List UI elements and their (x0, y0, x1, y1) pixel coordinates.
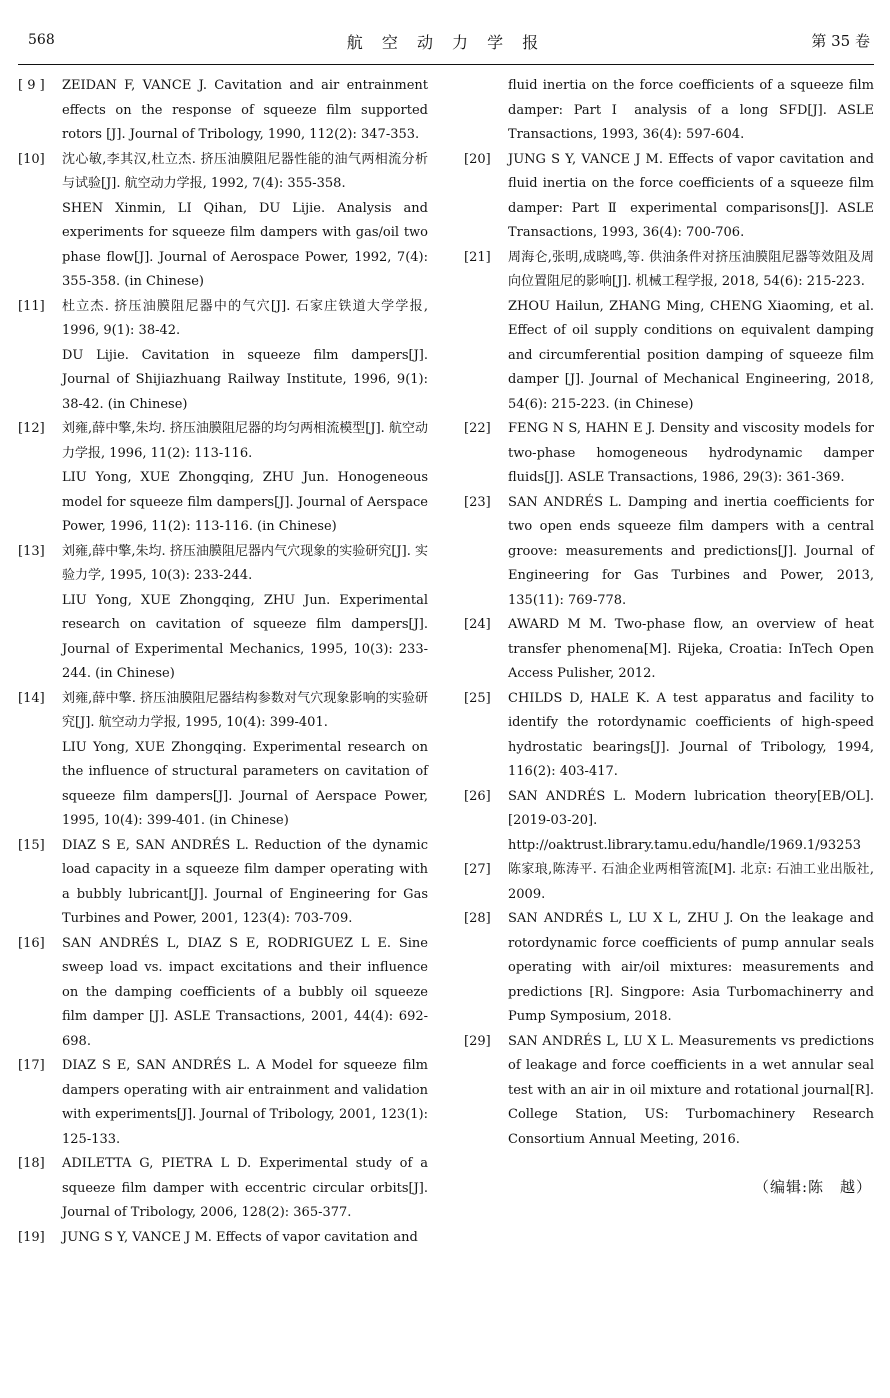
reference-text: 刘雍,薛中擎. 挤压油膜阻尼器结构参数对气穴现象影响的实验研究[J]. 航空动力学报, 1995, 10(4): 399-401. (62, 690, 428, 730)
reference-number: [24] (464, 617, 491, 632)
volume-label: 第 35 卷 (811, 32, 870, 50)
reference-text: JUNG S Y, VANCE J M. Effects of vapor cavitation and fluid inertia on the force coefficients of a squeeze film damper: Part Ⅱ experimental comparisons[J]. ASLE Transactions, 1993, 36(4): 700-706. (508, 151, 874, 240)
reference-column-left (18, 74, 428, 1250)
reference-text: SAN ANDRÉS L, LU X L, ZHU J. On the leakage and rotordynamic force coefficients of pump annular seals operating with air/oil mixtures: measurements and predictions [R]. Singpore: Asia Turbomachinerry and Pump Symposium, 2018. (508, 911, 874, 1024)
reference-item (18, 295, 428, 418)
reference-number: [20] (464, 151, 491, 167)
reference-number: [14] (18, 690, 45, 706)
reference-text: SAN ANDRÉS L. Modern lubrication theory[EB/OL]. [2019-03-20]. http://oaktrust.library.tamu.edu/handle/1969.1/93253 (508, 788, 874, 853)
reference-number: [16] (18, 935, 45, 951)
reference-item (464, 613, 874, 687)
reference-item (464, 858, 874, 907)
reference-text: JUNG S Y, VANCE J M. Effects of vapor cavitation and (62, 1229, 418, 1245)
reference-text-english: SHEN Xinmin, LI Qihan, DU Lijie. Analysis and experiments for squeeze film dampers with gas/oil two phase flow[J]. Journal of Aerospace Power, 1992, 7(4): 355-358. (in Chinese) (62, 200, 428, 289)
reference-text: DIAZ S E, SAN ANDRÉS L. Reduction of the dynamic load capacity in a squeeze film damper operating with a bubbly lubricant[J]. Journal of Engineering for Gas Turbines and Power, 2001, 123(4): 703-709. (62, 837, 428, 926)
reference-item (464, 417, 874, 491)
reference-item (18, 540, 428, 687)
reference-text: 杜立杰. 挤压油膜阻尼器中的气穴[J]. 石家庄铁道大学学报, 1996, 9(1): 38-42. (62, 298, 428, 338)
page-header (18, 24, 874, 65)
reference-item (18, 834, 428, 932)
reference-number: [25] (464, 690, 491, 706)
reference-text: SAN ANDRÉS L, DIAZ S E, RODRIGUEZ L E. Sine sweep load vs. impact excitations and their influence on the damping coefficients of a bubbly oil squeeze film damper [J]. ASLE Transactions, 2001, 44(4): 692-698. (62, 935, 428, 1049)
reference-text: AWARD M M. Two-phase flow, an overview of heat transfer phenomena[M]. Rijeka, Croatia: InTech Open Access Pulisher, 2012. (508, 617, 874, 681)
reference-item (18, 1226, 428, 1251)
reference-number: [15] (18, 837, 45, 853)
reference-text-english: ZHOU Hailun, ZHANG Ming, CHENG Xiaoming, et al. Effect of oil supply conditions on equivalent damping and circumferential position damping of squeeze film damper [J]. Journal of Mechanical Engineering, 2018, 54(6): 215-223. (in Chinese) (508, 298, 874, 412)
reference-text-english: DU Lijie. Cavitation in squeeze film dampers[J]. Journal of Shijiazhuang Railway Institute, 1996, 9(1): 38-42. (in Chinese) (62, 347, 428, 412)
reference-text: DIAZ S E, SAN ANDRÉS L. A Model for squeeze film dampers operating with air entrainment and validation with experiments[J]. Journal of Tribology, 2001, 123(1): 125-133. (62, 1058, 428, 1147)
reference-number: [26] (464, 788, 491, 804)
reference-number: [19] (18, 1229, 45, 1245)
reference-number: [28] (464, 911, 491, 926)
reference-number: [ 9 ] (18, 78, 45, 93)
reference-text: ADILETTA G, PIETRA L D. Experimental study of a squeeze film damper with eccentric circular orbits[J]. Journal of Tribology, 2006, 128(2): 365-377. (62, 1156, 428, 1220)
reference-item (18, 1152, 428, 1226)
reference-text: 刘雍,薛中擎,朱均. 挤压油膜阻尼器的均匀两相流模型[J]. 航空动力学报, 1996, 11(2): 113-116. (62, 421, 428, 461)
reference-item (464, 74, 874, 148)
reference-number: [21] (464, 249, 491, 265)
reference-text-english: LIU Yong, XUE Zhongqing. Experimental research on the influence of structural parameters on cavitation of squeeze film dampers[J]. Journal of Aerspace Power, 1995, 10(4): 399-401. (in Chinese) (62, 739, 428, 828)
reference-item (18, 417, 428, 540)
reference-item (18, 932, 428, 1055)
editor-note: （编辑:陈 越） (753, 1178, 872, 1196)
reference-text: CHILDS D, HALE K. A test apparatus and facility to identify the rotordynamic coefficients of high-speed hydrostatic bearings[J]. Journal of Tribology, 1994, 116(2): 403-417. (508, 690, 874, 779)
reference-number: [10] (18, 151, 45, 167)
reference-item (464, 907, 874, 1030)
reference-number: [23] (464, 494, 491, 510)
page-number: 568 (28, 32, 55, 48)
reference-item (464, 148, 874, 246)
reference-text: SAN ANDRÉS L, LU X L. Measurements vs predictions of leakage and force coefficients in a wet annular seal test with an air in oil mixture and rotational journal[R]. College Station, US: Turbomachinery Research Consortium Annual Meeting, 2016. (508, 1033, 874, 1147)
reference-item (464, 687, 874, 785)
reference-number: [27] (464, 862, 491, 877)
reference-number: [22] (464, 421, 491, 436)
reference-item (464, 491, 874, 614)
reference-item (18, 687, 428, 834)
reference-item (464, 785, 874, 859)
reference-text-english: LIU Yong, XUE Zhongqing, ZHU Jun. Experimental research on cavitation of squeeze film dampers[J]. Journal of Experimental Mechanics, 1995, 10(3): 233-244. (in Chinese) (62, 592, 428, 681)
reference-item (18, 1054, 428, 1152)
reference-number: [29] (464, 1033, 491, 1049)
reference-item (18, 74, 428, 148)
reference-number: [12] (18, 421, 45, 436)
reference-text: 刘雍,薛中擎,朱均. 挤压油膜阻尼器内气穴现象的实验研究[J]. 实验力学, 1995, 10(3): 233-244. (62, 543, 428, 583)
reference-text-english: LIU Yong, XUE Zhongqing, ZHU Jun. Honogeneous model for squeeze film dampers[J]. Journal of Aerspace Power, 1996, 11(2): 113-116. (in Chinese) (62, 470, 428, 534)
reference-text: fluid inertia on the force coefficients of a squeeze film damper: Part Ⅰ analysis of a long SFD[J]. ASLE Transactions, 1993, 36(4): 597-604. (508, 78, 874, 142)
reference-text: 陈家琅,陈涛平. 石油企业两相管流[M]. 北京: 石油工业出版社, 2009. (508, 862, 874, 902)
reference-text: FENG N S, HAHN E J. Density and viscosity models for two-phase homogeneous hydrodynamic damper fluids[J]. ASLE Transactions, 1986, 29(3): 361-369. (508, 421, 874, 485)
reference-column-right (464, 74, 874, 1152)
reference-text: SAN ANDRÉS L. Damping and inertia coefficients for two open ends squeeze film dampers with a central groove: measurements and predictions[J]. Journal of Engineering for Gas Turbines and Power, 2013, 135(11): 769-778. (508, 494, 874, 608)
reference-number: [13] (18, 543, 45, 559)
reference-number: [18] (18, 1156, 45, 1171)
reference-item (18, 148, 428, 295)
reference-number: [17] (18, 1058, 45, 1073)
reference-text: 沈心敏,李其汉,杜立杰. 挤压油膜阻尼器性能的油气两相流分析与试验[J]. 航空动力学报, 1992, 7(4): 355-358. (62, 151, 428, 191)
reference-item (464, 1030, 874, 1153)
journal-title: 航 空 动 力 学 报 (346, 33, 546, 52)
reference-item (464, 246, 874, 418)
reference-number: [11] (18, 298, 45, 314)
reference-text: ZEIDAN F, VANCE J. Cavitation and air entrainment effects on the response of squeeze film supported rotors [J]. Journal of Tribology, 1990, 112(2): 347-353. (62, 78, 428, 142)
reference-text: 周海仑,张明,成晓鸣,等. 供油条件对挤压油膜阻尼器等效阻及周向位置阻尼的影响[J]. 机械工程学报, 2018, 54(6): 215-223. (508, 249, 874, 289)
